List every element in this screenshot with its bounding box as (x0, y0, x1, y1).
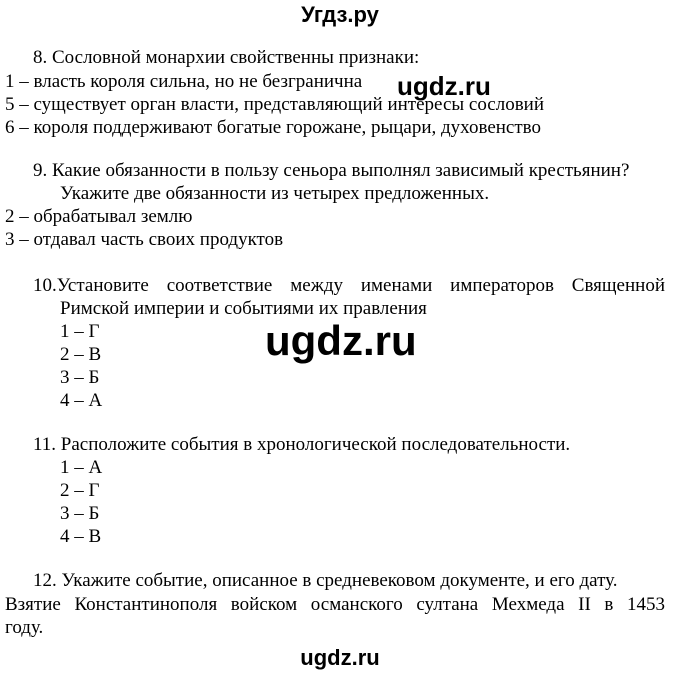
q8-question: 8. Сословной монархии свойственны признаки: (33, 47, 420, 68)
q8-answer-1: 1 – власть короля сильна, но не безгранична (5, 71, 363, 92)
q10-question-line-1: 10.Установите соответствие между именами императоров Священной (33, 275, 665, 296)
q10-answer-2: 2 – В (60, 344, 102, 365)
q11-answer-3: 3 – Б (60, 503, 100, 524)
watermark: ugdz.ru (300, 645, 380, 670)
q9-question-line-1: 9. Какие обязанности в пользу сеньора выполнял зависимый крестьянин? (33, 160, 630, 181)
q11-question: 11. Расположите события в хронологической последовательности. (33, 434, 571, 455)
q9-answer-1: 2 – обрабатывал землю (5, 206, 193, 227)
q10-answer-1: 1 – Г (60, 321, 100, 342)
q11-answer-4: 4 – В (60, 526, 102, 547)
q12-answer-line-1: Взятие Константинополя войском османского султана Мехмеда II в 1453 (5, 594, 665, 615)
q9-question-line-2: Укажите две обязанности из четырех предложенных. (60, 183, 490, 204)
q12-question: 12. Укажите событие, описанное в средневековом документе, и его дату. (33, 570, 618, 591)
q12-answer-line-2: году. (5, 617, 44, 638)
q11-answer-2: 2 – Г (60, 480, 100, 501)
q10-question-line-2: Римской империи и событиями их правления (60, 298, 427, 319)
q8-answer-3: 6 – короля поддерживают богатые горожане, рыцари, духовенство (5, 117, 541, 138)
site-title: Угдз.ру (301, 2, 379, 27)
q9-answer-2: 3 – отдавал часть своих продуктов (5, 229, 284, 250)
q8-answer-2: 5 – существует орган власти, представляющий интересы сословий (5, 94, 545, 115)
watermark: ugdz.ru (397, 71, 491, 101)
q10-answer-4: 4 – А (60, 390, 103, 411)
watermark: ugdz.ru (265, 317, 417, 364)
q11-answer-1: 1 – А (60, 457, 103, 478)
q10-answer-3: 3 – Б (60, 367, 100, 388)
